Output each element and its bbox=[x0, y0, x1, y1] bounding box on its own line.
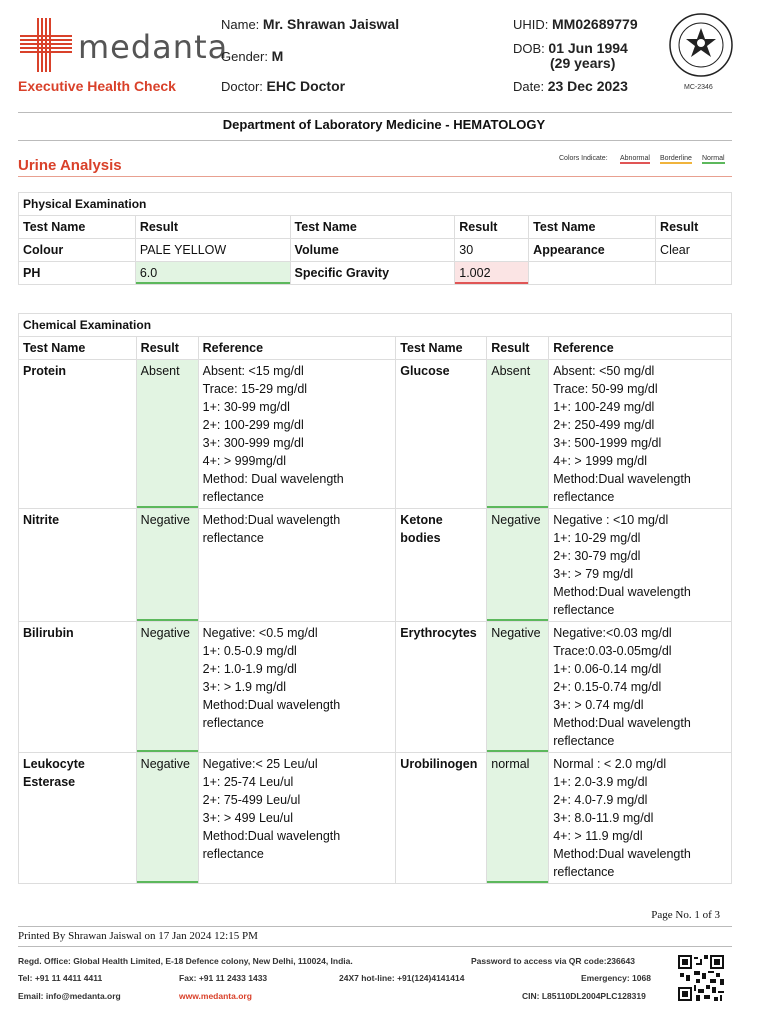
reference-line: 2+: 30-79 mg/dl bbox=[553, 549, 641, 563]
gender-value: M bbox=[271, 48, 284, 64]
reference-line: Negative : <10 mg/dl bbox=[553, 513, 669, 527]
reference-line: 2+: 100-299 mg/dl bbox=[202, 418, 304, 432]
divider bbox=[18, 140, 732, 141]
reference-line: 3+: > 79 mg/dl bbox=[553, 567, 634, 581]
reference-range bbox=[549, 622, 732, 753]
physical-caption: Physical Examination bbox=[19, 193, 732, 216]
reference-range bbox=[549, 753, 732, 884]
legend-abnormal: Abnormal bbox=[620, 155, 650, 162]
uhid-label: UHID: bbox=[513, 17, 549, 32]
test-name: Glucose bbox=[396, 360, 487, 509]
reference-line: reflectance bbox=[553, 865, 615, 879]
reference-line: 1+: 2.0-3.9 mg/dl bbox=[553, 775, 648, 789]
physical-exam-table bbox=[18, 192, 732, 285]
chemical-caption: Chemical Examination bbox=[19, 314, 732, 337]
test-result-normal: Absent bbox=[136, 360, 198, 509]
test-result-normal: Negative bbox=[136, 509, 198, 622]
reference-line: reflectance bbox=[202, 716, 264, 730]
reference-line: Absent: <15 mg/dl bbox=[202, 364, 304, 378]
test-name: Ketone bodies bbox=[396, 509, 487, 622]
test-name: Nitrite bbox=[19, 509, 137, 622]
col-header: Test Name bbox=[396, 337, 487, 360]
table-row bbox=[19, 262, 732, 285]
test-result-normal: Negative bbox=[136, 622, 198, 753]
age-field bbox=[550, 55, 615, 71]
reference-range bbox=[198, 509, 396, 622]
brand-name: medanta bbox=[78, 28, 229, 66]
test-result-normal: Negative bbox=[487, 509, 549, 622]
date-field bbox=[513, 78, 628, 94]
age-value: (29 years) bbox=[550, 55, 616, 71]
col-header: Reference bbox=[549, 337, 732, 360]
section-underline bbox=[18, 176, 732, 177]
test-name: Leukocyte Esterase bbox=[19, 753, 137, 884]
reference-range bbox=[198, 753, 396, 884]
footer-fax: Fax: +91 11 2433 1433 bbox=[179, 973, 268, 983]
table-row bbox=[19, 509, 732, 622]
dob-value: 01 Jun 1994 bbox=[548, 40, 628, 56]
reference-line: Normal : < 2.0 mg/dl bbox=[553, 757, 667, 771]
divider bbox=[18, 926, 732, 927]
test-result-normal: Negative bbox=[487, 622, 549, 753]
patient-name: Mr. Shrawan Jaiswal bbox=[262, 16, 400, 32]
legend-label: Colors Indicate: bbox=[559, 155, 608, 162]
reference-range bbox=[549, 360, 732, 509]
reference-line: Method:Dual wavelength bbox=[202, 698, 341, 712]
gender-field bbox=[221, 48, 283, 64]
test-name: Erythrocytes bbox=[396, 622, 487, 753]
uhid-value: MM02689779 bbox=[552, 16, 638, 32]
reference-line: 3+: 300-999 mg/dl bbox=[202, 436, 304, 450]
reference-line: 2+: 4.0-7.9 mg/dl bbox=[553, 793, 648, 807]
reference-line: Negative:< 25 Leu/ul bbox=[202, 757, 318, 771]
reference-line: 2+: 1.0-1.9 mg/dl bbox=[202, 662, 297, 676]
test-result-normal: Absent bbox=[487, 360, 549, 509]
reference-line: Method:Dual wavelength bbox=[202, 829, 341, 843]
col-header: Result bbox=[656, 216, 732, 239]
reference-line: Negative:<0.03 mg/dl bbox=[553, 626, 672, 640]
reference-line: Method:Dual wavelength bbox=[553, 847, 691, 861]
col-header: Test Name bbox=[529, 216, 656, 239]
reference-line: 3+: > 1.9 mg/dl bbox=[202, 680, 287, 694]
footer-website-link[interactable]: www.medanta.org bbox=[179, 991, 252, 1001]
reference-line: Trace: 15-29 mg/dl bbox=[202, 382, 308, 396]
table-row bbox=[19, 753, 732, 884]
footer-cin: CIN: L85110DL2004PLC128319 bbox=[522, 991, 646, 1001]
patient-name-label: Name: bbox=[221, 17, 260, 32]
test-result: PALE YELLOW bbox=[135, 239, 290, 262]
reference-line: Absent: <50 mg/dl bbox=[553, 364, 655, 378]
reference-line: Method:Dual wavelength bbox=[553, 472, 691, 486]
reference-line: 1+: 10-29 mg/dl bbox=[553, 531, 641, 545]
col-header: Test Name bbox=[290, 216, 455, 239]
dob-label: DOB: bbox=[513, 41, 545, 56]
empty-cell bbox=[529, 262, 656, 285]
reference-line: 2+: 250-499 mg/dl bbox=[553, 418, 655, 432]
accreditation-code: MC-2346 bbox=[684, 84, 713, 91]
reference-line: Method:Dual wavelength bbox=[553, 716, 691, 730]
reference-line: Trace:0.03-0.05mg/dl bbox=[553, 644, 672, 658]
reference-line: 1+: 0.06-0.14 mg/dl bbox=[553, 662, 662, 676]
department-title: Department of Laboratory Medicine - HEMATOLOGY bbox=[222, 117, 546, 132]
empty-cell bbox=[656, 262, 732, 285]
medanta-cross-icon bbox=[18, 16, 74, 74]
divider bbox=[18, 112, 732, 113]
test-result-abnormal: 1.002 bbox=[455, 262, 529, 285]
reference-line: 2+: 0.15-0.74 mg/dl bbox=[553, 680, 662, 694]
reference-line: 1+: 25-74 Leu/ul bbox=[202, 775, 294, 789]
test-result-normal: 6.0 bbox=[135, 262, 290, 285]
col-header: Reference bbox=[198, 337, 396, 360]
section-title: Urine Analysis bbox=[18, 157, 122, 174]
col-header: Result bbox=[135, 216, 290, 239]
dob-field bbox=[513, 40, 628, 56]
reference-line: 4+: > 999mg/dl bbox=[202, 454, 287, 468]
date-value: 23 Dec 2023 bbox=[547, 78, 628, 94]
test-result: Clear bbox=[656, 239, 732, 262]
reference-line: 3+: 8.0-11.9 mg/dl bbox=[553, 811, 654, 825]
reference-line: 1+: 0.5-0.9 mg/dl bbox=[202, 644, 297, 658]
nabl-seal-icon bbox=[668, 12, 734, 78]
col-header: Test Name bbox=[19, 337, 137, 360]
reference-line: 1+: 30-99 mg/dl bbox=[202, 400, 290, 414]
report-subtitle: Executive Health Check bbox=[18, 78, 176, 94]
gender-label: Gender: bbox=[221, 49, 268, 64]
test-name: Colour bbox=[19, 239, 136, 262]
legend-normal: Normal bbox=[702, 155, 725, 162]
qr-code-icon bbox=[678, 955, 724, 1001]
reference-line: 4+: > 1999 mg/dl bbox=[553, 454, 648, 468]
test-name: PH bbox=[19, 262, 136, 285]
reference-line: Method:Dual wavelength bbox=[553, 585, 691, 599]
test-name: Bilirubin bbox=[19, 622, 137, 753]
col-header: Result bbox=[455, 216, 529, 239]
medanta-logo bbox=[18, 16, 229, 76]
footer-office: Regd. Office: Global Health Limited, E-18 Defence colony, New Delhi, 110024, India. bbox=[18, 956, 353, 966]
date-label: Date: bbox=[513, 79, 545, 94]
reference-line: reflectance bbox=[202, 531, 264, 545]
reference-line: 2+: 75-499 Leu/ul bbox=[202, 793, 301, 807]
table-row bbox=[19, 239, 732, 262]
col-header: Result bbox=[487, 337, 549, 360]
reference-line: Negative: <0.5 mg/dl bbox=[202, 626, 318, 640]
footer-qr-password: Password to access via QR code:236643 bbox=[471, 956, 635, 966]
test-name: Volume bbox=[290, 239, 455, 262]
reference-line: Method: Dual wavelength bbox=[202, 472, 344, 486]
patient-name-field bbox=[221, 16, 399, 32]
doctor-label: Doctor: bbox=[221, 79, 263, 94]
table-row bbox=[19, 622, 732, 753]
reference-range bbox=[198, 360, 396, 509]
footer-emergency: Emergency: 1068 bbox=[581, 973, 651, 983]
test-name: Appearance bbox=[529, 239, 656, 262]
footer-email[interactable]: Email: info@medanta.org bbox=[18, 991, 121, 1001]
table-row bbox=[19, 360, 732, 509]
reference-line: reflectance bbox=[202, 847, 264, 861]
reference-line: Method:Dual wavelength bbox=[202, 513, 341, 527]
reference-line: reflectance bbox=[553, 734, 615, 748]
col-header: Result bbox=[136, 337, 198, 360]
uhid-field bbox=[513, 16, 638, 32]
printed-by: Printed By Shrawan Jaiswal on 17 Jan 2024 12:15 PM bbox=[18, 930, 258, 942]
reference-line: Trace: 50-99 mg/dl bbox=[553, 382, 658, 396]
test-result: 30 bbox=[455, 239, 529, 262]
reference-line: reflectance bbox=[553, 490, 615, 504]
test-result-normal: normal bbox=[487, 753, 549, 884]
reference-line: 1+: 100-249 mg/dl bbox=[553, 400, 655, 414]
reference-line: 3+: > 0.74 mg/dl bbox=[553, 698, 644, 712]
reference-line: 3+: 500-1999 mg/dl bbox=[553, 436, 662, 450]
divider bbox=[18, 946, 732, 947]
test-result-normal: Negative bbox=[136, 753, 198, 884]
doctor-value: EHC Doctor bbox=[266, 78, 346, 94]
reference-line: reflectance bbox=[553, 603, 615, 617]
test-name: Urobilinogen bbox=[396, 753, 487, 884]
chemical-exam-table bbox=[18, 313, 732, 884]
page-number: Page No. 1 of 3 bbox=[651, 909, 720, 921]
reference-range bbox=[549, 509, 732, 622]
footer-hotline: 24X7 hot-line: +91(124)4141414 bbox=[339, 973, 465, 983]
test-name: Specific Gravity bbox=[290, 262, 455, 285]
footer-tel: Tel: +91 11 4411 4411 bbox=[18, 973, 103, 983]
reference-line: 3+: > 499 Leu/ul bbox=[202, 811, 293, 825]
col-header: Test Name bbox=[19, 216, 136, 239]
reference-range bbox=[198, 622, 396, 753]
reference-line: reflectance bbox=[202, 490, 264, 504]
legend-borderline: Borderline bbox=[660, 155, 692, 162]
doctor-field bbox=[221, 78, 345, 94]
test-name: Protein bbox=[19, 360, 137, 509]
reference-line: 4+: > 11.9 mg/dl bbox=[553, 829, 643, 843]
